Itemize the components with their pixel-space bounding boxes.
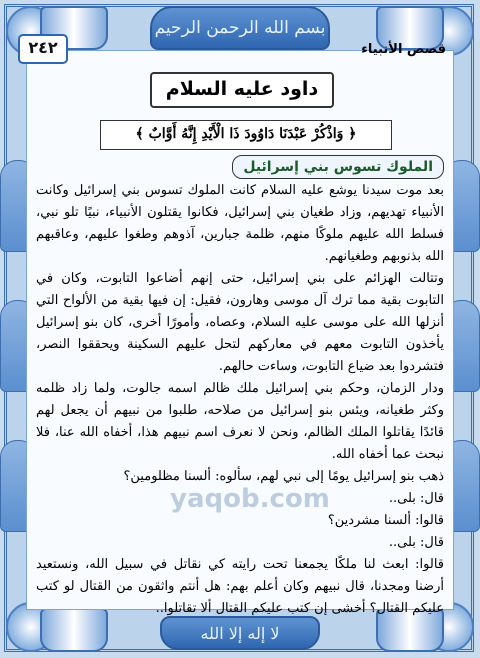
paragraph: وتتالت الهزائم على بني إسرائيل، حتى إنهم أضاعوا التابوت، وكان في التابوت بقية مما ترك آل موسى وهارون، فقيل: إن فيها بقية من الألواح التي أنزلها الله على موسى عليه السلام، وعصاه، وأمورًا أخرى، كان بنو إسرائيل يأخذون التابوت معهم في معاركهم لتحل عليهم السكينة ويحققوا النصر، فتشردوا بعد ضياع التابوت، وساءت حالهم.: [36, 271, 444, 374]
quran-verse: ﴿ وَاذْكُرْ عَبْدَنَا دَاوُودَ ذَا الْأَيْدِ إِنَّهُ أَوَّابٌ ﴾: [100, 120, 392, 150]
header-ornament: [150, 6, 330, 50]
header-ornament-text: بسم الله الرحمن الرحيم: [154, 18, 326, 38]
paragraph: قال: بلى..: [388, 491, 444, 506]
body-text: [36, 180, 444, 620]
paragraph: قالوا: ألسنا مشردين؟: [327, 513, 444, 528]
footer-ornament-text: لا إله إلا الله: [200, 623, 280, 643]
paragraph: بعد موت سيدنا يوشع عليه السلام كانت الملوك تسوس بني إسرائيل وكانت الأنبياء تهديهم، وزاد طغيان بني إسرائيل، فكانوا يقتلون الأنبياء، نبيًا تلو نبي، فسلط الله عليهم ملوكًا منهم، ظلمة جبارين، آذوهم وطغوا عليهم، وعاقبهم الله بذنوبهم وطغيانهم.: [36, 183, 444, 264]
page-number: ٢٤٢: [18, 34, 68, 64]
watermark: yaqob.com: [170, 484, 330, 514]
running-title: قصص الأنبياء: [361, 42, 446, 57]
paragraph: قال: بلى..: [388, 535, 444, 550]
paragraph: ودار الزمان، وحكم بني إسرائيل ملك ظالم اسمه جالوت، ولما زاد ظلمه وكثر طغيانه، ويئس بنو إسرائيل من صلاحه، طلبوا من نبيهم أن يجعل لهم قائدًا يقاتلوا الملك الظالم، ونحن لا نعرف اسم نبيهم هذا، أخفاه الله عنا، فلا نبحث عما أخفاه الله.: [36, 381, 444, 462]
paragraph: قالوا: ابعث لنا ملكًا يجمعنا تحت رايته كي نقاتل في سبيل الله، ونستعيد أرضنا ومجدنا، قال نبيهم وكان أعلم بهم: هل أنتم واثقون من القتال لو كتب عليكم القتال؟ أخشى إن كتب عليكم القتال ألا تقاتلوا..: [36, 557, 444, 616]
chapter-title: داود عليه السلام: [150, 72, 334, 108]
paragraph: ذهب بنو إسرائيل يومًا إلى نبي لهم، سألوه: ألسنا مظلومين؟: [123, 469, 444, 484]
footer-ornament: [160, 616, 320, 650]
section-heading: الملوك تسوس بني إسرائيل: [232, 155, 444, 179]
